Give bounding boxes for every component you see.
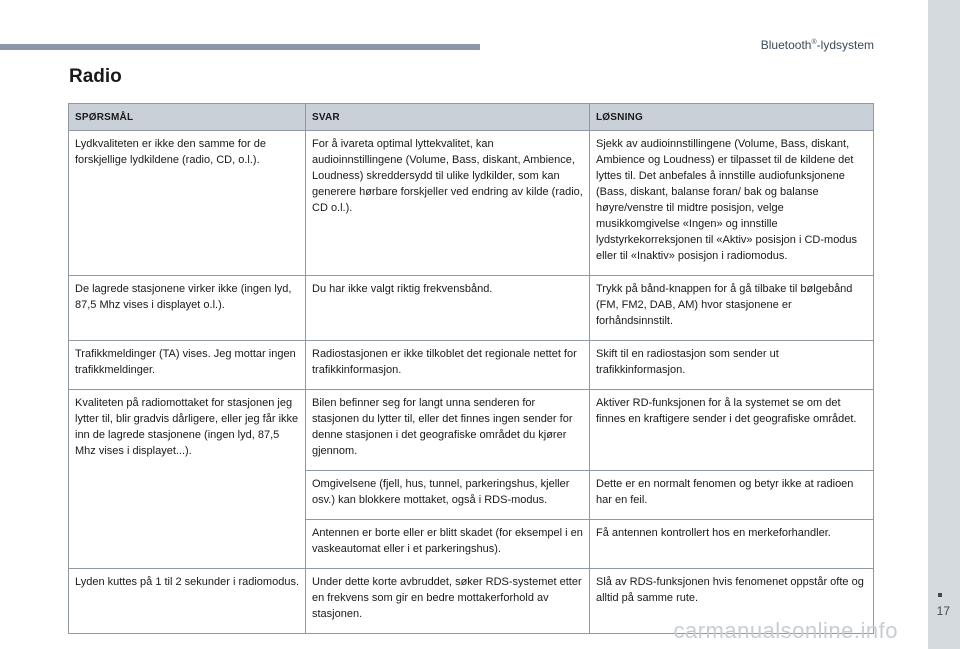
column-header-solution: LØSNING (590, 104, 874, 131)
solution-cell: Få antennen kontrollert hos en merkeforhandler. (590, 520, 874, 569)
column-header-answer: SVAR (306, 104, 590, 131)
solution-cell: Skift til en radiostasjon som sender ut trafikkinformasjon. (590, 341, 874, 390)
page-title: Radio (69, 66, 122, 87)
solution-cell: Trykk på bånd-knappen for å gå tilbake til bølgebånd (FM, FM2, DAB, AM) hvor stasjonene er forhåndsinnstilt. (590, 276, 874, 341)
question-cell: Kvaliteten på radiomottaket for stasjonen jeg lytter til, blir gradvis dårligere, eller jeg får ikke inn de lagrede stasjonene (ingen lyd, 87,5 Mhz vises i displayet...). (69, 390, 306, 569)
question-cell: Lyden kuttes på 1 til 2 sekunder i radiomodus. (69, 569, 306, 634)
section-label: Bluetooth®-lydsystem (760, 38, 874, 52)
answer-cell: Bilen befinner seg for langt unna senderen for stasjonen du lytter til, eller det finnes ingen sender for denne stasjonen i det geografiske området du kjører gjennom. (306, 390, 590, 471)
table-row (69, 390, 874, 471)
answer-cell: Du har ikke valgt riktig frekvensbånd. (306, 276, 590, 341)
column-header-question: SPØRSMÅL (69, 104, 306, 131)
solution-cell: Sjekk av audioinnstillingene (Volume, Bass, diskant, Ambience og Loudness) er tilpasset til de kildene det lyttes til. Det anbefales å innstille audiofunksjonene (Bass, diskant, balanse foran/ bak og balanse høyre/venstre til midtre posisjon, velge musikkomgivelse «Ingen» og innstille lydstyrkekorreksjonen til «Aktiv» posisjon i CD-modus eller til «Inaktiv» posisjon i radiomodus. (590, 131, 874, 276)
question-cell: Trafikkmeldinger (TA) vises. Jeg mottar ingen trafikkmeldinger. (69, 341, 306, 390)
solution-cell: Aktiver RD-funksjonen for å la systemet se om det finnes en kraftigere sender i det geografiske området. (590, 390, 874, 471)
question-cell: Lydkvaliteten er ikke den samme for de forskjellige lydkildene (radio, CD, o.l.). (69, 131, 306, 276)
answer-cell: Antennen er borte eller er blitt skadet (for eksempel i en vaskeautomat eller i et parkeringshus). (306, 520, 590, 569)
answer-cell: Omgivelsene (fjell, hus, tunnel, parkeringshus, kjeller osv.) kan blokkere mottaket, også i RDS-modus. (306, 471, 590, 520)
table-row (69, 131, 874, 276)
answer-cell: Radiostasjonen er ikke tilkoblet det regionale nettet for trafikkinformasjon. (306, 341, 590, 390)
header-rule (0, 44, 480, 50)
table-header-row (69, 104, 874, 131)
page-marker (938, 593, 942, 597)
table-row (69, 341, 874, 390)
answer-cell: For å ivareta optimal lyttekvalitet, kan audioinnstillingene (Volume, Bass, diskant, Ambience, Loudness) skreddersydd til ulike lydkilder, som kan generere hørbare forskjeller ved endring av kilde (radio, CD o.l.). (306, 131, 590, 276)
watermark: carmanualsonline.info (673, 618, 898, 643)
page-edge-strip (928, 0, 960, 649)
page-number: 17 (936, 604, 950, 618)
solution-cell: Slå av RDS-funksjonen hvis fenomenet oppstår ofte og alltid på samme rute. (590, 569, 874, 634)
answer-cell: Under dette korte avbruddet, søker RDS-systemet etter en frekvens som gir en bedre mottakerforhold av stasjonen. (306, 569, 590, 634)
table-row (69, 276, 874, 341)
question-cell: De lagrede stasjonene virker ikke (ingen lyd, 87,5 Mhz vises i displayet o.l.). (69, 276, 306, 341)
faq-table (68, 103, 874, 634)
solution-cell: Dette er en normalt fenomen og betyr ikke at radioen har en feil. (590, 471, 874, 520)
